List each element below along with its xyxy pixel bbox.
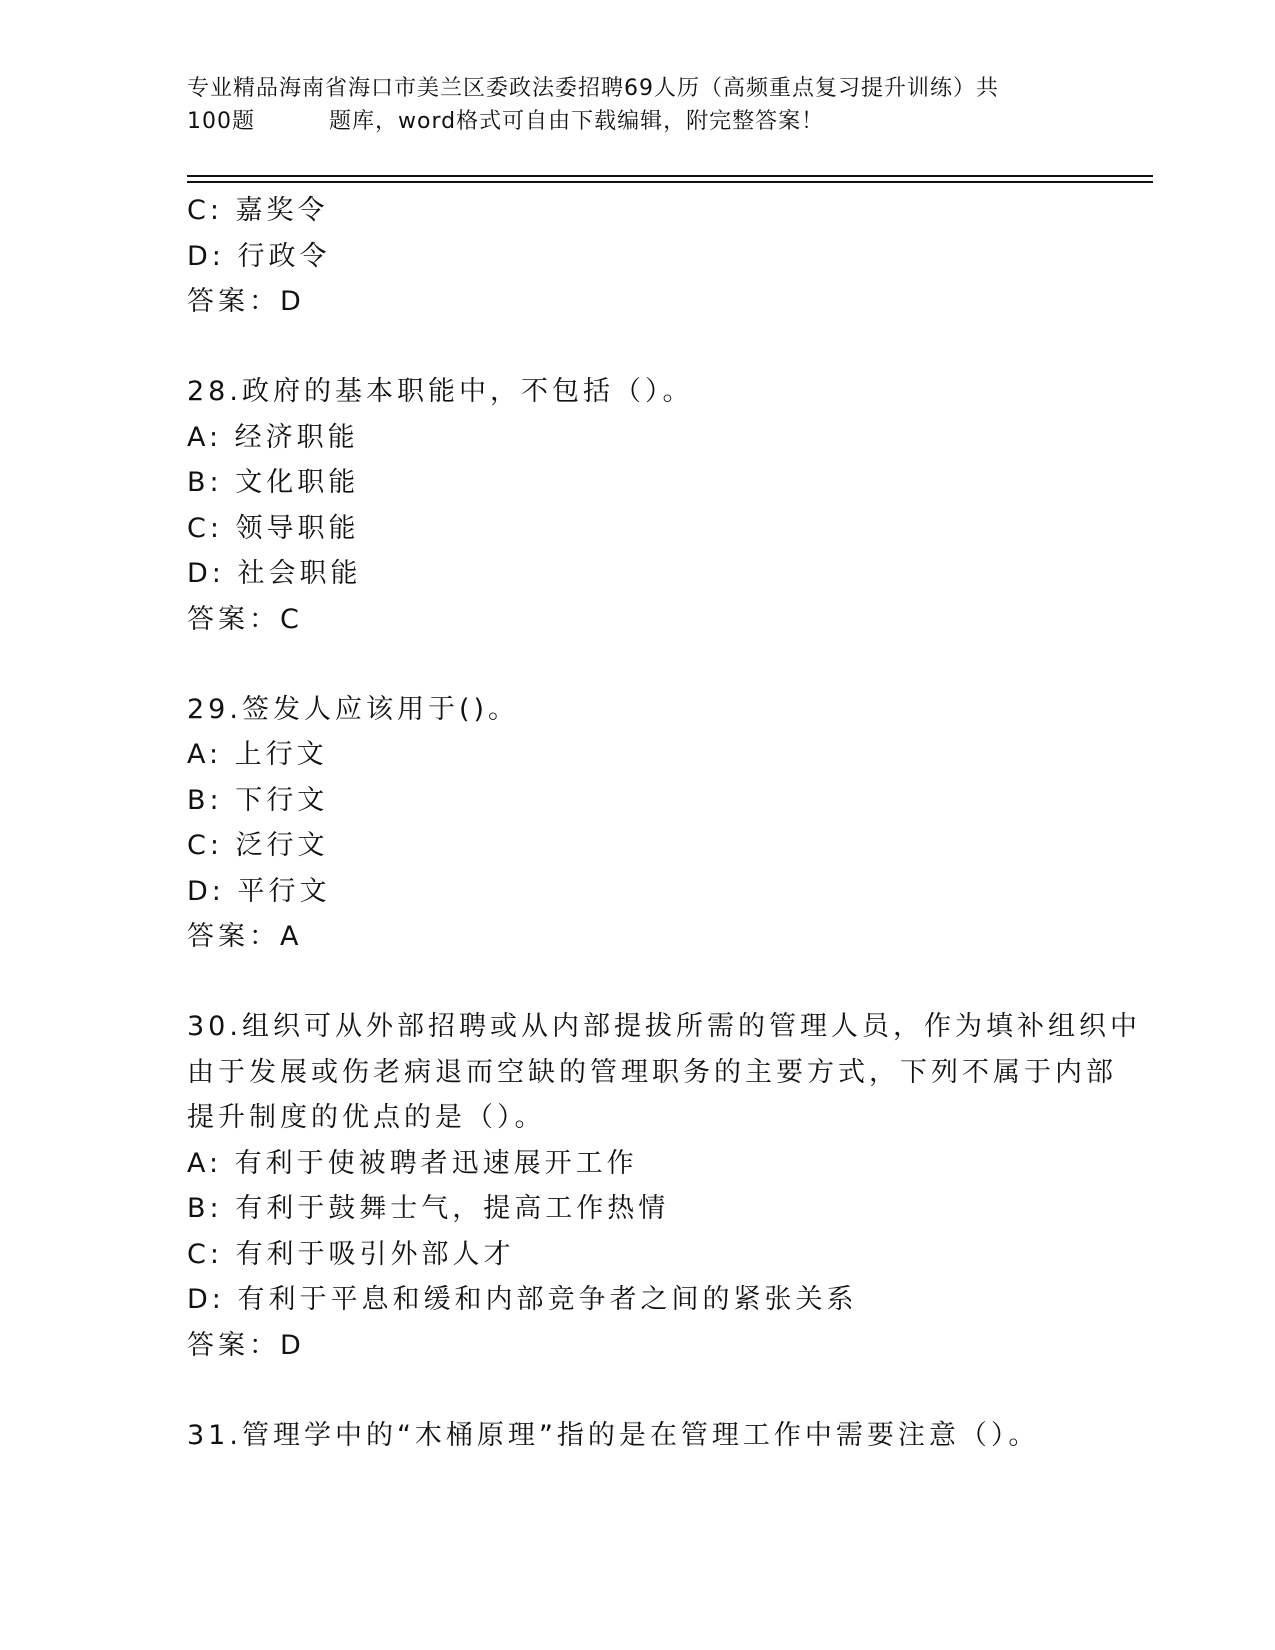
header-title-line-2	[187, 105, 1087, 138]
answer-line: 答案：C	[187, 603, 303, 635]
option-c: C: 泛行文	[187, 830, 329, 861]
question-block	[187, 1004, 1141, 1369]
question-block	[187, 1413, 1087, 1459]
header-question-count: 100题	[187, 109, 255, 134]
option-d: D: 行政令	[187, 240, 331, 272]
option-a: A: 经济职能	[187, 421, 359, 453]
question-stem-line-3: 提升制度的优点的是（）。	[187, 1102, 546, 1133]
question-stem: 29.签发人应该用于()。	[187, 693, 520, 725]
answer-line: 答案：D	[187, 1329, 305, 1361]
header-title-line-1: 专业精品海南省海口市美兰区委政法委招聘69人历（高频重点复习提升训练）共	[187, 76, 999, 101]
header-description: 题库，word格式可自由下载编辑，附完整答案！	[329, 109, 825, 134]
spacer	[187, 1369, 1087, 1413]
spacer	[187, 325, 1087, 369]
option-d: D: 平行文	[187, 875, 331, 907]
question-block	[187, 687, 1087, 961]
option-c: C: 嘉奖令	[187, 195, 329, 226]
option-c: C: 领导职能	[187, 512, 360, 544]
option-a: A: 上行文	[187, 739, 328, 770]
option-b: B: 有利于鼓舞士气，提高工作热情	[187, 1193, 670, 1224]
option-b: B: 文化职能	[187, 467, 360, 498]
spacer	[187, 960, 1087, 1004]
document-header	[187, 72, 1087, 138]
option-c: C: 有利于吸引外部人才	[187, 1238, 515, 1270]
header-divider-bottom	[187, 181, 1153, 183]
answer-line: 答案：A	[187, 921, 303, 952]
question-stem: 31.管理学中的“木桶原理”指的是在管理工作中需要注意（）。	[187, 1419, 1040, 1451]
option-d: D: 社会职能	[187, 558, 362, 589]
question-stem-line-1: 30.组织可从外部招聘或从内部提拔所需的管理人员，作为填补组织中	[187, 1011, 1141, 1042]
question-block	[187, 369, 1087, 643]
header-divider-top	[187, 175, 1153, 177]
answer-line: 答案：D	[187, 286, 305, 317]
option-d: D: 有利于平息和缓和内部竞争者之间的紧张关系	[187, 1284, 858, 1315]
spacer	[187, 643, 1087, 687]
question-stem-line-2: 由于发展或伤老病退而空缺的管理职务的主要方式，下列不属于内部	[187, 1056, 1117, 1088]
option-b: B: 下行文	[187, 784, 329, 816]
question-stem: 28.政府的基本职能中，不包括（）。	[187, 376, 694, 407]
option-a: A: 有利于使被聘者迅速展开工作	[187, 1147, 638, 1179]
question-block-continued	[187, 188, 1087, 325]
question-list	[187, 188, 1141, 1458]
